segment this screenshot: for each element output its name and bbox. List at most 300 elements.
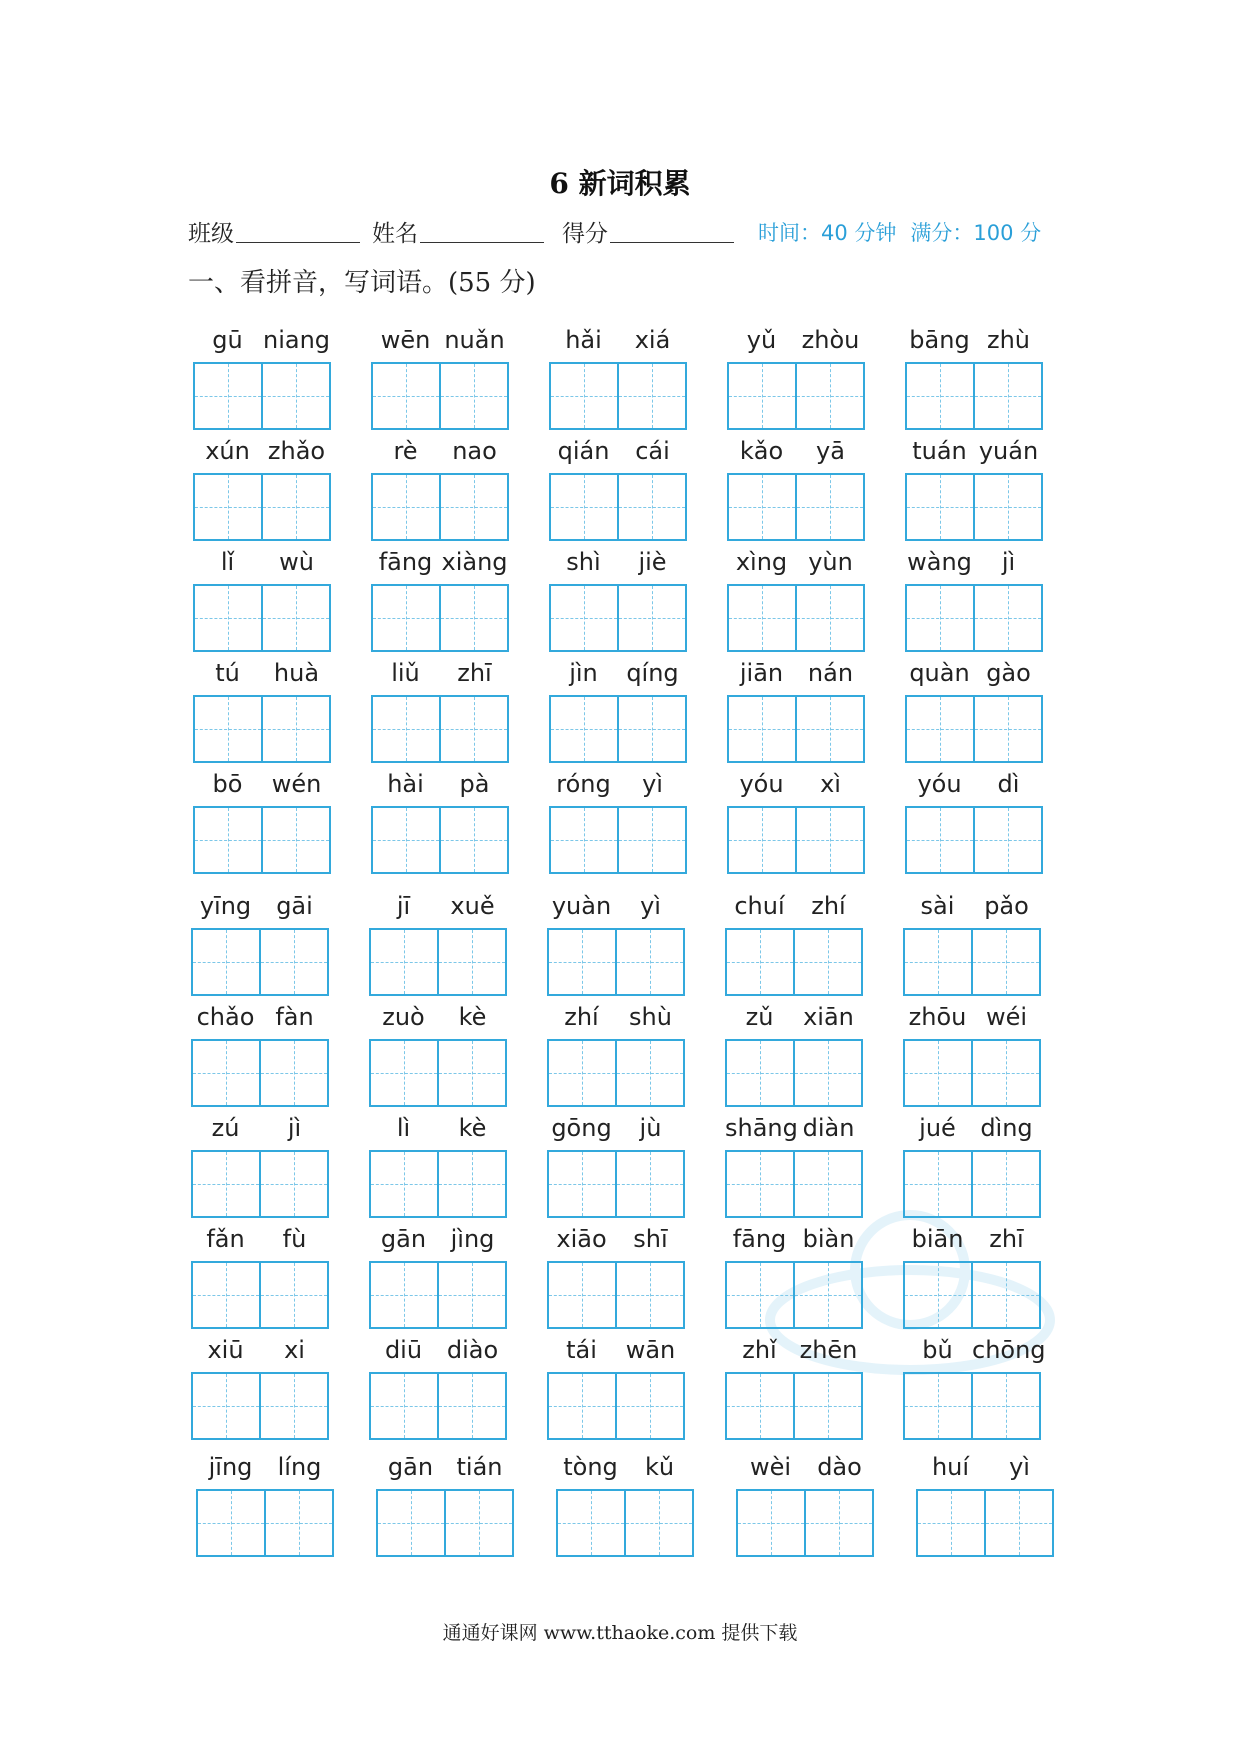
pinyin-label	[903, 1332, 1046, 1368]
writing-boxes	[903, 1372, 1041, 1440]
writing-boxes	[369, 1261, 507, 1329]
writing-boxes	[369, 1372, 507, 1440]
tianzige-cell[interactable]	[615, 930, 683, 994]
writing-boxes	[725, 928, 863, 996]
pinyin-label	[727, 766, 865, 802]
pinyin-label	[193, 433, 331, 469]
tianzige-cell[interactable]	[973, 808, 1041, 872]
tianzige-cell[interactable]	[195, 586, 261, 650]
tianzige-cell[interactable]	[439, 364, 507, 428]
tianzige-cell[interactable]	[551, 808, 617, 872]
writing-boxes	[727, 806, 865, 874]
tianzige-cell[interactable]	[615, 1152, 683, 1216]
tianzige-cell[interactable]	[371, 1374, 437, 1438]
tianzige-cell[interactable]	[549, 1041, 615, 1105]
pinyin-syllable: yùn	[808, 548, 853, 576]
word-item	[905, 433, 1043, 545]
pinyin-label	[905, 322, 1043, 358]
tianzige-cell[interactable]	[193, 1263, 259, 1327]
tianzige-cell[interactable]	[373, 697, 439, 761]
pinyin-syllable: xi	[284, 1336, 305, 1364]
pinyin-syllable: xún	[205, 437, 250, 465]
pinyin-syllable: zú	[211, 1114, 240, 1142]
pinyin-label	[371, 655, 509, 691]
pinyin-syllable: jī	[396, 892, 411, 920]
tianzige-cell[interactable]	[195, 808, 261, 872]
writing-boxes	[547, 1261, 685, 1329]
writing-boxes	[547, 928, 685, 996]
tianzige-cell[interactable]	[793, 1152, 861, 1216]
class-label: 班级	[188, 221, 234, 247]
tianzige-cell[interactable]	[795, 364, 863, 428]
pinyin-syllable: tái	[566, 1336, 597, 1364]
pinyin-syllable: pǎo	[984, 892, 1029, 920]
word-item	[547, 1110, 685, 1222]
word-item	[547, 1332, 685, 1444]
word-item	[727, 322, 865, 434]
pinyin-syllable: zhí	[564, 1003, 599, 1031]
word-item	[725, 888, 863, 1000]
tianzige-cell[interactable]	[373, 475, 439, 539]
tianzige-cell[interactable]	[437, 930, 505, 994]
tianzige-cell[interactable]	[793, 930, 861, 994]
tianzige-cell[interactable]	[373, 364, 439, 428]
page-title: 6 新词积累	[549, 167, 691, 200]
word-item	[191, 999, 329, 1111]
writing-boxes	[193, 473, 331, 541]
pinyin-syllable: wèi	[749, 1453, 792, 1481]
pinyin-syllable: sài	[920, 892, 955, 920]
pinyin-syllable: yì	[642, 770, 663, 798]
pinyin-label	[556, 1449, 694, 1485]
tianzige-cell[interactable]	[793, 1263, 861, 1327]
name-label: 姓名	[372, 221, 418, 247]
tianzige-cell[interactable]	[971, 1263, 1039, 1327]
word-item	[725, 1110, 863, 1222]
pinyin-syllable: zhí	[811, 892, 846, 920]
tianzige-cell[interactable]	[617, 475, 685, 539]
writing-boxes	[193, 806, 331, 874]
pinyin-syllable: fāng	[732, 1225, 787, 1253]
pinyin-syllable: zhòu	[801, 326, 860, 354]
pinyin-label	[547, 1332, 685, 1368]
tianzige-cell[interactable]	[907, 808, 973, 872]
tianzige-cell[interactable]	[198, 1491, 264, 1555]
pinyin-syllable: lì	[396, 1114, 411, 1142]
pinyin-syllable: fāng	[378, 548, 433, 576]
tianzige-cell[interactable]	[371, 1041, 437, 1105]
word-item	[725, 999, 863, 1111]
tianzige-cell[interactable]	[729, 364, 795, 428]
pinyin-syllable: nao	[452, 437, 497, 465]
word-item	[556, 1449, 694, 1561]
tianzige-cell[interactable]	[195, 364, 261, 428]
tianzige-cell[interactable]	[444, 1491, 512, 1555]
word-item	[369, 999, 507, 1111]
pinyin-label	[905, 655, 1043, 691]
pinyin-syllable: diàn	[802, 1114, 855, 1142]
pinyin-label	[905, 766, 1043, 802]
pinyin-label	[903, 1110, 1041, 1146]
pinyin-label	[725, 1332, 863, 1368]
word-item	[727, 544, 865, 656]
tianzige-cell[interactable]	[905, 1152, 971, 1216]
pinyin-syllable: zǔ	[745, 1003, 774, 1031]
tianzige-cell[interactable]	[727, 1263, 793, 1327]
pinyin-label	[371, 544, 509, 580]
tianzige-cell[interactable]	[905, 1263, 971, 1327]
pinyin-syllable: rè	[393, 437, 418, 465]
tianzige-cell[interactable]	[437, 1152, 505, 1216]
tianzige-cell[interactable]	[551, 364, 617, 428]
pinyin-syllable: wéi	[985, 1003, 1028, 1031]
pinyin-syllable: huà	[273, 659, 320, 687]
pinyin-syllable: jiè	[638, 548, 667, 576]
tianzige-cell[interactable]	[439, 586, 507, 650]
tianzige-cell[interactable]	[907, 475, 973, 539]
writing-boxes	[191, 1150, 329, 1218]
tianzige-cell[interactable]	[907, 586, 973, 650]
tianzige-cell[interactable]	[727, 1374, 793, 1438]
tianzige-cell[interactable]	[617, 808, 685, 872]
pinyin-syllable: hǎi	[565, 326, 602, 354]
tianzige-cell[interactable]	[971, 1374, 1039, 1438]
writing-boxes	[905, 473, 1043, 541]
tianzige-cell[interactable]	[193, 1374, 259, 1438]
pinyin-syllable: yóu	[917, 770, 962, 798]
tianzige-cell[interactable]	[971, 1152, 1039, 1216]
tianzige-cell[interactable]	[549, 930, 615, 994]
pinyin-syllable: wén	[271, 770, 322, 798]
word-item	[196, 1449, 334, 1561]
word-item	[903, 1221, 1041, 1333]
pinyin-label	[371, 433, 509, 469]
pinyin-label	[369, 1110, 507, 1146]
writing-boxes	[549, 806, 687, 874]
pinyin-syllable: yīng	[199, 892, 252, 920]
tianzige-cell[interactable]	[905, 930, 971, 994]
tianzige-cell[interactable]	[615, 1263, 683, 1327]
word-item	[371, 766, 509, 878]
pinyin-label	[725, 999, 863, 1035]
pinyin-label	[903, 999, 1041, 1035]
pinyin-syllable: dì	[997, 770, 1020, 798]
writing-boxes	[371, 362, 509, 430]
writing-boxes	[191, 1261, 329, 1329]
pinyin-label	[905, 433, 1043, 469]
pinyin-syllable: xiāo	[556, 1225, 607, 1253]
word-item	[371, 433, 509, 545]
tianzige-cell[interactable]	[615, 1374, 683, 1438]
tianzige-cell[interactable]	[259, 1374, 327, 1438]
pinyin-syllable: kǔ	[644, 1453, 675, 1481]
writing-boxes	[905, 362, 1043, 430]
pinyin-label	[916, 1449, 1054, 1485]
tianzige-cell[interactable]	[795, 586, 863, 650]
tianzige-cell[interactable]	[193, 1041, 259, 1105]
tianzige-cell[interactable]	[549, 1263, 615, 1327]
writing-boxes	[903, 1039, 1041, 1107]
word-item	[376, 1449, 514, 1561]
word-item	[903, 1332, 1046, 1444]
pinyin-syllable: jīng	[208, 1453, 253, 1481]
tianzige-cell[interactable]	[551, 586, 617, 650]
pinyin-syllable: fù	[282, 1225, 307, 1253]
tianzige-cell[interactable]	[971, 1041, 1039, 1105]
pinyin-syllable: wēn	[380, 326, 431, 354]
pinyin-syllable: kǎo	[739, 437, 784, 465]
tianzige-cell[interactable]	[617, 364, 685, 428]
writing-boxes	[547, 1150, 685, 1218]
tianzige-cell[interactable]	[905, 1374, 971, 1438]
tianzige-cell[interactable]	[729, 475, 795, 539]
pinyin-syllable: yóu	[739, 770, 784, 798]
pinyin-label	[371, 766, 509, 802]
tianzige-cell[interactable]	[907, 697, 973, 761]
pinyin-syllable: jì	[1001, 548, 1016, 576]
pinyin-syllable: xiū	[207, 1336, 244, 1364]
pinyin-syllable: zhī	[457, 659, 492, 687]
word-item	[916, 1449, 1054, 1561]
tianzige-cell[interactable]	[795, 697, 863, 761]
writing-boxes	[549, 473, 687, 541]
word-item	[369, 1110, 507, 1222]
writing-boxes	[905, 695, 1043, 763]
tianzige-cell[interactable]	[729, 586, 795, 650]
tianzige-cell[interactable]	[795, 808, 863, 872]
word-item	[905, 766, 1043, 878]
tianzige-cell[interactable]	[793, 1041, 861, 1105]
writing-boxes	[191, 1039, 329, 1107]
writing-boxes	[903, 1150, 1041, 1218]
tianzige-cell[interactable]	[439, 475, 507, 539]
word-item	[191, 1110, 329, 1222]
tianzige-cell[interactable]	[439, 697, 507, 761]
word-item	[549, 322, 687, 434]
writing-boxes	[371, 473, 509, 541]
section-heading: 一、看拼音，写词语。(55 分)	[188, 268, 536, 298]
writing-boxes	[549, 362, 687, 430]
tianzige-cell[interactable]	[261, 364, 329, 428]
tianzige-cell[interactable]	[727, 1041, 793, 1105]
pinyin-syllable: bāng	[909, 326, 970, 354]
word-item	[549, 433, 687, 545]
tianzige-cell[interactable]	[973, 586, 1041, 650]
pinyin-label	[547, 1110, 685, 1146]
tianzige-cell[interactable]	[371, 1152, 437, 1216]
pinyin-label	[191, 1332, 329, 1368]
tianzige-cell[interactable]	[918, 1491, 984, 1555]
tianzige-cell[interactable]	[193, 1152, 259, 1216]
tianzige-cell[interactable]	[558, 1491, 624, 1555]
writing-boxes	[191, 1372, 329, 1440]
tianzige-cell[interactable]	[371, 930, 437, 994]
writing-boxes	[369, 1150, 507, 1218]
pinyin-syllable: shī	[633, 1225, 668, 1253]
word-item	[193, 322, 331, 434]
pinyin-syllable: shù	[629, 1003, 672, 1031]
tianzige-cell[interactable]	[261, 697, 329, 761]
tianzige-cell[interactable]	[907, 364, 973, 428]
pinyin-label	[547, 999, 685, 1035]
writing-boxes	[191, 928, 329, 996]
pinyin-syllable: yuán	[978, 437, 1039, 465]
tianzige-cell[interactable]	[804, 1491, 872, 1555]
tianzige-cell[interactable]	[617, 586, 685, 650]
word-item	[736, 1449, 874, 1561]
word-item	[193, 655, 331, 767]
writing-boxes	[371, 584, 509, 652]
word-item	[549, 655, 687, 767]
tianzige-cell[interactable]	[261, 586, 329, 650]
pinyin-syllable: xiá	[634, 326, 671, 354]
pinyin-syllable: qián	[557, 437, 610, 465]
writing-boxes	[547, 1039, 685, 1107]
pinyin-syllable: zuò	[382, 1003, 425, 1031]
tianzige-cell[interactable]	[551, 697, 617, 761]
word-item	[727, 766, 865, 878]
pinyin-syllable: huí	[931, 1453, 970, 1481]
pinyin-syllable: yuàn	[551, 892, 612, 920]
tianzige-cell[interactable]	[373, 808, 439, 872]
pinyin-label	[727, 655, 865, 691]
pinyin-syllable: wàng	[907, 548, 972, 576]
tianzige-cell[interactable]	[259, 1041, 327, 1105]
tianzige-cell[interactable]	[973, 475, 1041, 539]
tianzige-cell[interactable]	[259, 930, 327, 994]
writing-boxes	[193, 362, 331, 430]
tianzige-cell[interactable]	[437, 1374, 505, 1438]
tianzige-cell[interactable]	[615, 1041, 683, 1105]
tianzige-cell[interactable]	[793, 1374, 861, 1438]
pinyin-syllable: chǎo	[196, 1003, 255, 1031]
pinyin-syllable: cái	[635, 437, 670, 465]
pinyin-syllable: biàn	[802, 1225, 855, 1253]
pinyin-syllable: róng	[556, 770, 611, 798]
pinyin-label	[549, 433, 687, 469]
pinyin-syllable: shì	[566, 548, 601, 576]
pinyin-syllable: lǐ	[220, 548, 235, 576]
writing-boxes	[905, 584, 1043, 652]
tianzige-cell[interactable]	[795, 475, 863, 539]
pinyin-label	[369, 1332, 507, 1368]
writing-boxes	[916, 1489, 1054, 1557]
tianzige-cell[interactable]	[971, 930, 1039, 994]
pinyin-syllable: kè	[458, 1003, 487, 1031]
tianzige-cell[interactable]	[551, 475, 617, 539]
pinyin-syllable: xuě	[450, 892, 495, 920]
tianzige-cell[interactable]	[729, 808, 795, 872]
writing-boxes	[556, 1489, 694, 1557]
tianzige-cell[interactable]	[261, 808, 329, 872]
pinyin-label	[725, 888, 863, 924]
tianzige-cell[interactable]	[371, 1263, 437, 1327]
tianzige-cell[interactable]	[195, 475, 261, 539]
tianzige-cell[interactable]	[373, 586, 439, 650]
tianzige-cell[interactable]	[259, 1152, 327, 1216]
tianzige-cell[interactable]	[905, 1041, 971, 1105]
pinyin-label	[549, 766, 687, 802]
writing-boxes	[369, 1039, 507, 1107]
tianzige-cell[interactable]	[439, 808, 507, 872]
word-item	[369, 1221, 507, 1333]
pinyin-syllable: quàn	[909, 659, 970, 687]
word-item	[193, 433, 331, 545]
tianzige-cell[interactable]	[437, 1041, 505, 1105]
tianzige-cell[interactable]	[437, 1263, 505, 1327]
full-score: 满分：100 分	[910, 221, 1042, 245]
pinyin-syllable: tián	[456, 1453, 503, 1481]
pinyin-label	[193, 544, 331, 580]
tianzige-cell[interactable]	[549, 1374, 615, 1438]
pinyin-syllable: xìng	[735, 548, 788, 576]
pinyin-syllable: jìng	[450, 1225, 495, 1253]
writing-boxes	[725, 1150, 863, 1218]
pinyin-syllable: dìng	[980, 1114, 1033, 1142]
pinyin-syllable: yì	[1009, 1453, 1030, 1481]
tianzige-cell[interactable]	[549, 1152, 615, 1216]
writing-boxes	[725, 1039, 863, 1107]
writing-boxes	[725, 1261, 863, 1329]
tianzige-cell[interactable]	[984, 1491, 1052, 1555]
tianzige-cell[interactable]	[727, 1152, 793, 1216]
tianzige-cell[interactable]	[729, 697, 795, 761]
pinyin-syllable: qíng	[626, 659, 679, 687]
tianzige-cell[interactable]	[738, 1491, 804, 1555]
pinyin-syllable: yì	[640, 892, 661, 920]
pinyin-syllable: nuǎn	[444, 326, 505, 354]
writing-boxes	[727, 584, 865, 652]
word-item	[371, 544, 509, 656]
pinyin-syllable: jiān	[739, 659, 784, 687]
tianzige-cell[interactable]	[378, 1491, 444, 1555]
pinyin-syllable: jù	[639, 1114, 662, 1142]
pinyin-syllable: pà	[459, 770, 490, 798]
score-label: 得分	[562, 221, 608, 247]
tianzige-cell[interactable]	[617, 697, 685, 761]
tianzige-cell[interactable]	[261, 475, 329, 539]
word-item	[191, 1221, 329, 1333]
writing-boxes	[905, 806, 1043, 874]
pinyin-syllable: líng	[277, 1453, 322, 1481]
tianzige-cell[interactable]	[195, 697, 261, 761]
word-item	[549, 544, 687, 656]
writing-boxes	[547, 1372, 685, 1440]
pinyin-syllable: diū	[384, 1336, 423, 1364]
tianzige-cell[interactable]	[624, 1491, 692, 1555]
pinyin-syllable: shāng	[725, 1114, 798, 1142]
tianzige-cell[interactable]	[259, 1263, 327, 1327]
pinyin-label	[725, 1221, 863, 1257]
pinyin-syllable: fǎn	[206, 1225, 245, 1253]
tianzige-cell[interactable]	[193, 930, 259, 994]
pinyin-syllable: zhēn	[799, 1336, 858, 1364]
tianzige-cell[interactable]	[727, 930, 793, 994]
tianzige-cell[interactable]	[973, 697, 1041, 761]
pinyin-syllable: jì	[287, 1114, 302, 1142]
pinyin-syllable: zhǐ	[742, 1336, 777, 1364]
tianzige-cell[interactable]	[973, 364, 1041, 428]
pinyin-label	[369, 999, 507, 1035]
pinyin-label	[371, 322, 509, 358]
pinyin-label	[193, 322, 331, 358]
writing-boxes	[369, 928, 507, 996]
word-item	[193, 544, 331, 656]
pinyin-syllable: hài	[387, 770, 424, 798]
tianzige-cell[interactable]	[264, 1491, 332, 1555]
word-item	[905, 544, 1043, 656]
pinyin-syllable: fàn	[275, 1003, 314, 1031]
